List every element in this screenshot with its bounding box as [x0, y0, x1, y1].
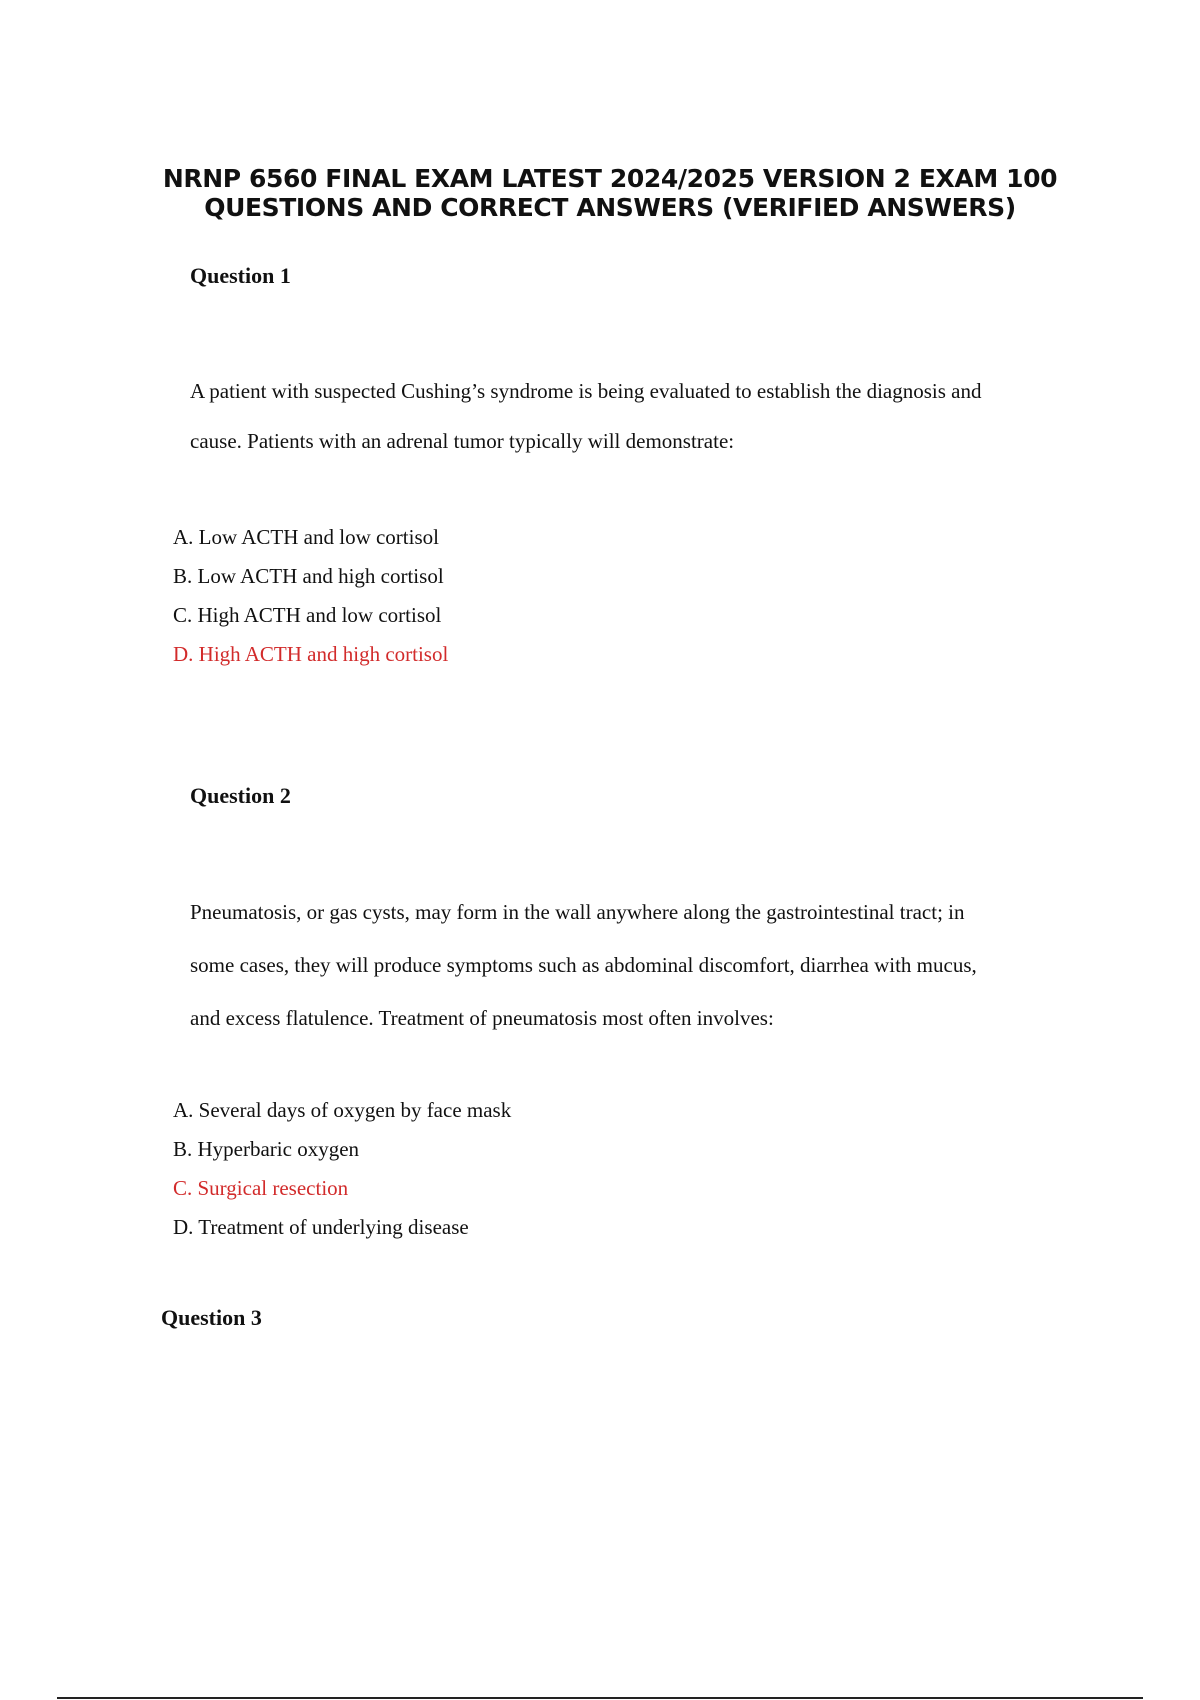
document-title-line-1: NRNP 6560 FINAL EXAM LATEST 2024/2025 VERSION 2 EXAM 100: [162, 164, 1058, 193]
question-1-stem: [190, 366, 1070, 466]
document-title-line-2: QUESTIONS AND CORRECT ANSWERS (VERIFIED ANSWERS): [204, 193, 1016, 222]
question-2-option-d: D. Treatment of underlying disease: [173, 1215, 469, 1239]
question-2-options: [173, 1091, 511, 1247]
document-title: [150, 164, 1070, 222]
question-1-option-d-correct-answer: D. High ACTH and high cortisol: [173, 642, 449, 666]
question-2-option-b: B. Hyperbaric oxygen: [173, 1137, 360, 1161]
question-2-stem-line-3: and excess flatulence. Treatment of pneumatosis most often involves:: [190, 1006, 774, 1030]
question-2-label: Question 2: [190, 783, 291, 808]
question-1-options: [173, 518, 448, 674]
question-2-stem-line-1: Pneumatosis, or gas cysts, may form in the wall anywhere along the gastrointestinal tract; in: [190, 900, 965, 924]
question-1-option-c: C. High ACTH and low cortisol: [173, 603, 442, 627]
question-1-option-b: B. Low ACTH and high cortisol: [173, 564, 444, 588]
question-1-stem-line-1: A patient with suspected Cushing’s syndrome is being evaluated to establish the diagnosis and: [190, 379, 982, 403]
question-3-label: Question 3: [161, 1305, 262, 1330]
question-2-option-c-correct-answer: C. Surgical resection: [173, 1176, 349, 1200]
question-1-option-a: A. Low ACTH and low cortisol: [173, 525, 439, 549]
footer-divider: [57, 1697, 1143, 1699]
question-2-stem-line-2: some cases, they will produce symptoms such as abdominal discomfort, diarrhea with mucus,: [190, 953, 977, 977]
question-1-stem-line-2: cause. Patients with an adrenal tumor typically will demonstrate:: [190, 429, 735, 453]
question-2-stem: [190, 886, 1070, 1045]
question-1-label: Question 1: [190, 263, 291, 288]
question-2-option-a: A. Several days of oxygen by face mask: [173, 1098, 512, 1122]
